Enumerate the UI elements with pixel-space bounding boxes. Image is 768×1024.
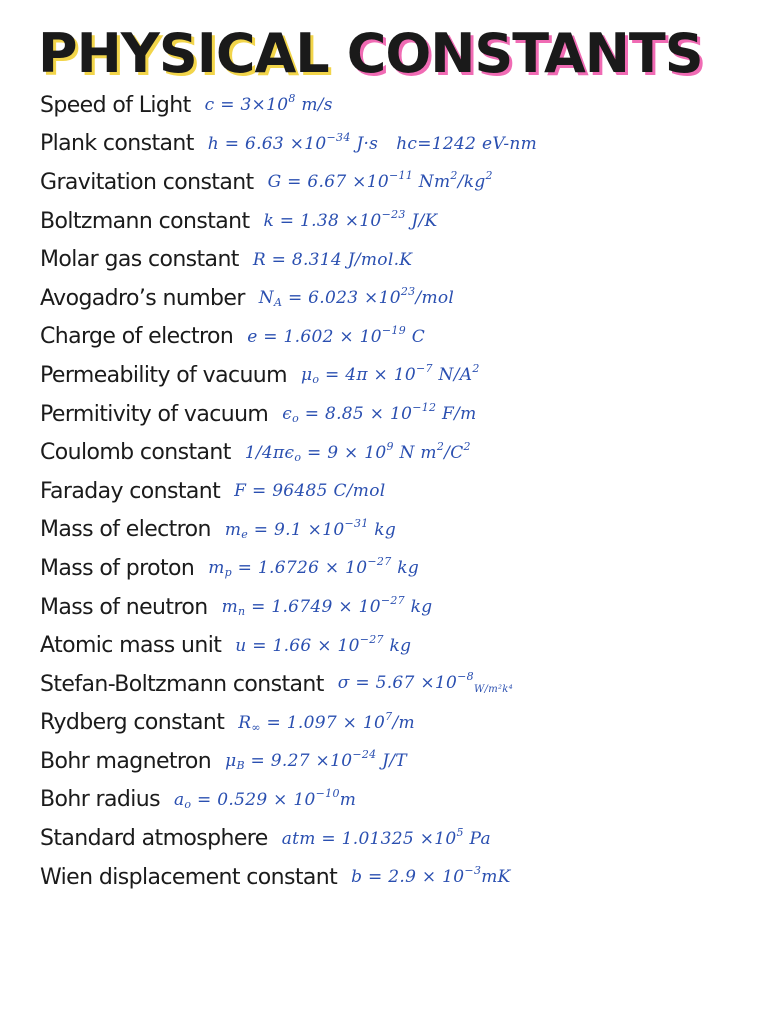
value-text: m: [208, 558, 225, 579]
constant-value: [263, 208, 438, 232]
constant-name: Boltzmann constant: [40, 208, 250, 234]
value-text: mK: [481, 867, 511, 888]
constant-row: [40, 742, 760, 781]
value-text: R: [238, 712, 252, 733]
constant-value: [258, 285, 455, 310]
value-superscript: 2: [463, 439, 471, 453]
value-unit: W/m²k⁴: [473, 684, 513, 696]
value-text: b = 2.9 × 10: [351, 867, 465, 888]
constant-value: [300, 362, 480, 387]
constant-name: Bohr magnetron: [40, 748, 212, 774]
value-superscript: 7: [385, 709, 393, 723]
value-text: kg: [391, 558, 420, 579]
constant-row: [40, 125, 760, 164]
value-superscript: −8: [457, 670, 474, 684]
value-superscript: 9: [386, 439, 394, 453]
value-text: = 4π × 10: [319, 365, 417, 386]
value-superscript: −7: [416, 362, 433, 376]
constants-list: [40, 86, 760, 896]
value-text: kg: [404, 597, 433, 618]
constant-name: Mass of electron: [40, 517, 211, 543]
value-subscript: p: [224, 566, 232, 580]
value-text: R = 8.314 J/mol.K: [252, 249, 413, 270]
constant-value: [253, 250, 412, 270]
value-superscript: −24: [352, 748, 377, 762]
value-text: = 1.6749 × 10: [245, 597, 381, 618]
value-superscript: −27: [367, 555, 392, 569]
title-word-constants: CONSTANTS: [346, 22, 703, 85]
constant-name: Molar gas constant: [40, 247, 239, 273]
constant-value: [244, 439, 471, 464]
value-subscript: o: [184, 797, 192, 811]
value-text: u = 1.66 × 10: [235, 635, 360, 656]
value-superscript: 8: [288, 92, 296, 106]
value-subscript: A: [273, 296, 283, 310]
value-superscript: 2: [485, 169, 493, 183]
constant-row: [40, 704, 760, 743]
constant-row: [40, 202, 760, 241]
value-text: = 9 × 10: [301, 442, 387, 463]
constant-row: [40, 240, 760, 279]
constant-value: [173, 786, 357, 811]
constant-row: [40, 356, 760, 395]
value-text: /C: [444, 442, 464, 463]
value-text: C: [406, 326, 426, 347]
value-text: J/T: [376, 751, 407, 772]
value-text: = 0.529 × 10: [191, 789, 316, 810]
constant-value: [267, 169, 493, 193]
constant-row: [40, 549, 760, 588]
value-superscript: −11: [388, 169, 414, 183]
value-text: N m: [393, 442, 437, 463]
value-text: Nm: [413, 172, 451, 193]
constant-row: [40, 163, 760, 202]
constant-name: Permitivity of vacuum: [40, 401, 269, 427]
constant-value: [235, 632, 412, 656]
constant-value: [224, 516, 397, 541]
constant-row: [40, 433, 760, 472]
value-text: m: [221, 597, 239, 618]
constant-value: [204, 92, 333, 116]
value-subscript: o: [312, 373, 320, 387]
constant-row: [40, 472, 760, 511]
constant-value: [221, 594, 433, 619]
value-superscript: −3: [464, 864, 482, 878]
value-extra: hc=1242 eV-nm: [396, 133, 538, 154]
value-text: e = 1.602 × 10: [247, 326, 382, 347]
value-text: atm = 1.01325 ×10: [281, 828, 457, 849]
constant-row: [40, 626, 760, 665]
constant-row: [40, 318, 760, 357]
value-text: kg: [383, 635, 412, 656]
page-title: [38, 18, 703, 90]
value-text: = 9.27 ×10: [244, 751, 353, 772]
constant-value: [208, 555, 420, 580]
constant-value: [207, 130, 538, 154]
value-superscript: 23: [400, 285, 416, 299]
constant-name: Atomic mass unit: [40, 633, 222, 659]
value-text: N: [258, 288, 274, 309]
constant-name: Stefan-Boltzmann constant: [40, 671, 324, 697]
value-text: ϵ: [282, 404, 293, 425]
value-text: Pa: [463, 828, 491, 849]
value-text: J/K: [405, 211, 438, 232]
constant-name: Charge of electron: [40, 324, 234, 350]
constant-row: [40, 86, 760, 125]
constant-name: Bohr radius: [40, 787, 160, 813]
constant-name: Faraday constant: [40, 478, 221, 504]
constant-row: [40, 395, 760, 434]
constant-row: [40, 819, 760, 858]
value-superscript: −34: [326, 130, 351, 144]
constant-name: Avogadro’s number: [40, 285, 245, 311]
value-subscript: o: [292, 412, 300, 426]
value-subscript: ∞: [251, 720, 261, 734]
value-text: μ: [300, 365, 313, 386]
value-subscript: B: [236, 759, 245, 773]
constant-name: Mass of neutron: [40, 594, 208, 620]
value-superscript: 2: [436, 439, 445, 453]
constant-name: Wien displacement constant: [40, 864, 338, 890]
value-superscript: −19: [381, 323, 407, 337]
value-text: 1/4πϵ: [244, 442, 295, 463]
value-text: = 9.1 ×10: [248, 519, 345, 540]
value-text: /m: [392, 712, 415, 733]
constant-value: [282, 401, 477, 426]
value-text: F = 96485 C/mol: [234, 481, 386, 502]
constant-value: [225, 748, 407, 773]
constant-row: [40, 511, 760, 550]
constant-name: Permeability of vacuum: [40, 362, 287, 388]
value-text: = 1.6726 × 10: [231, 558, 368, 579]
constant-name: Speed of Light: [40, 92, 191, 118]
value-text: σ = 5.67 ×10: [337, 673, 458, 694]
constant-row: [40, 279, 760, 318]
value-text: h = 6.63 ×10: [207, 133, 327, 154]
constant-name: Coulomb constant: [40, 440, 231, 466]
value-text: m: [339, 789, 357, 810]
value-text: /mol: [415, 288, 455, 309]
title-word-physical: PHYSICAL: [38, 22, 329, 85]
value-superscript: −27: [380, 594, 405, 608]
value-superscript: −27: [359, 632, 384, 646]
value-text: G = 6.67 ×10: [267, 172, 389, 193]
value-text: kg: [368, 519, 397, 540]
constant-value: [281, 825, 491, 849]
value-text: a: [173, 789, 185, 810]
constant-name: Standard atmosphere: [40, 826, 268, 852]
constant-row: [40, 781, 760, 820]
value-text: m/s: [295, 95, 333, 116]
value-text: k = 1.38 ×10: [263, 211, 382, 232]
value-text: = 1.097 × 10: [260, 712, 386, 733]
constant-name: Rydberg constant: [40, 710, 225, 736]
value-superscript: −12: [412, 401, 437, 415]
value-text: F/m: [436, 404, 477, 425]
constant-value: [337, 670, 513, 696]
value-subscript: n: [238, 605, 246, 619]
value-superscript: −23: [381, 208, 406, 222]
value-superscript: −31: [344, 516, 369, 530]
value-text: = 8.85 × 10: [299, 404, 413, 425]
constant-row: [40, 588, 760, 627]
constant-value: [247, 323, 426, 347]
value-subscript: e: [241, 527, 249, 541]
value-text: /kg: [457, 172, 486, 193]
value-superscript: 5: [456, 825, 464, 839]
value-superscript: 2: [472, 362, 480, 376]
value-text: N/A: [432, 365, 473, 386]
constant-value: [234, 481, 385, 501]
constant-row: [40, 665, 760, 704]
constant-name: Gravitation constant: [40, 169, 254, 195]
constant-name: Plank constant: [40, 131, 194, 157]
value-text: μ: [225, 751, 237, 772]
constant-value: [351, 864, 511, 888]
value-superscript: 2: [450, 169, 458, 183]
value-text: = 6.023 ×10: [282, 288, 401, 309]
constant-value: [238, 709, 415, 734]
value-text: c = 3×10: [204, 95, 289, 116]
value-text: m: [224, 519, 242, 540]
value-subscript: o: [294, 450, 302, 464]
value-superscript: −10: [315, 786, 340, 800]
constant-name: Mass of proton: [40, 555, 195, 581]
constant-row: [40, 858, 760, 897]
value-text: J·s: [350, 133, 379, 154]
